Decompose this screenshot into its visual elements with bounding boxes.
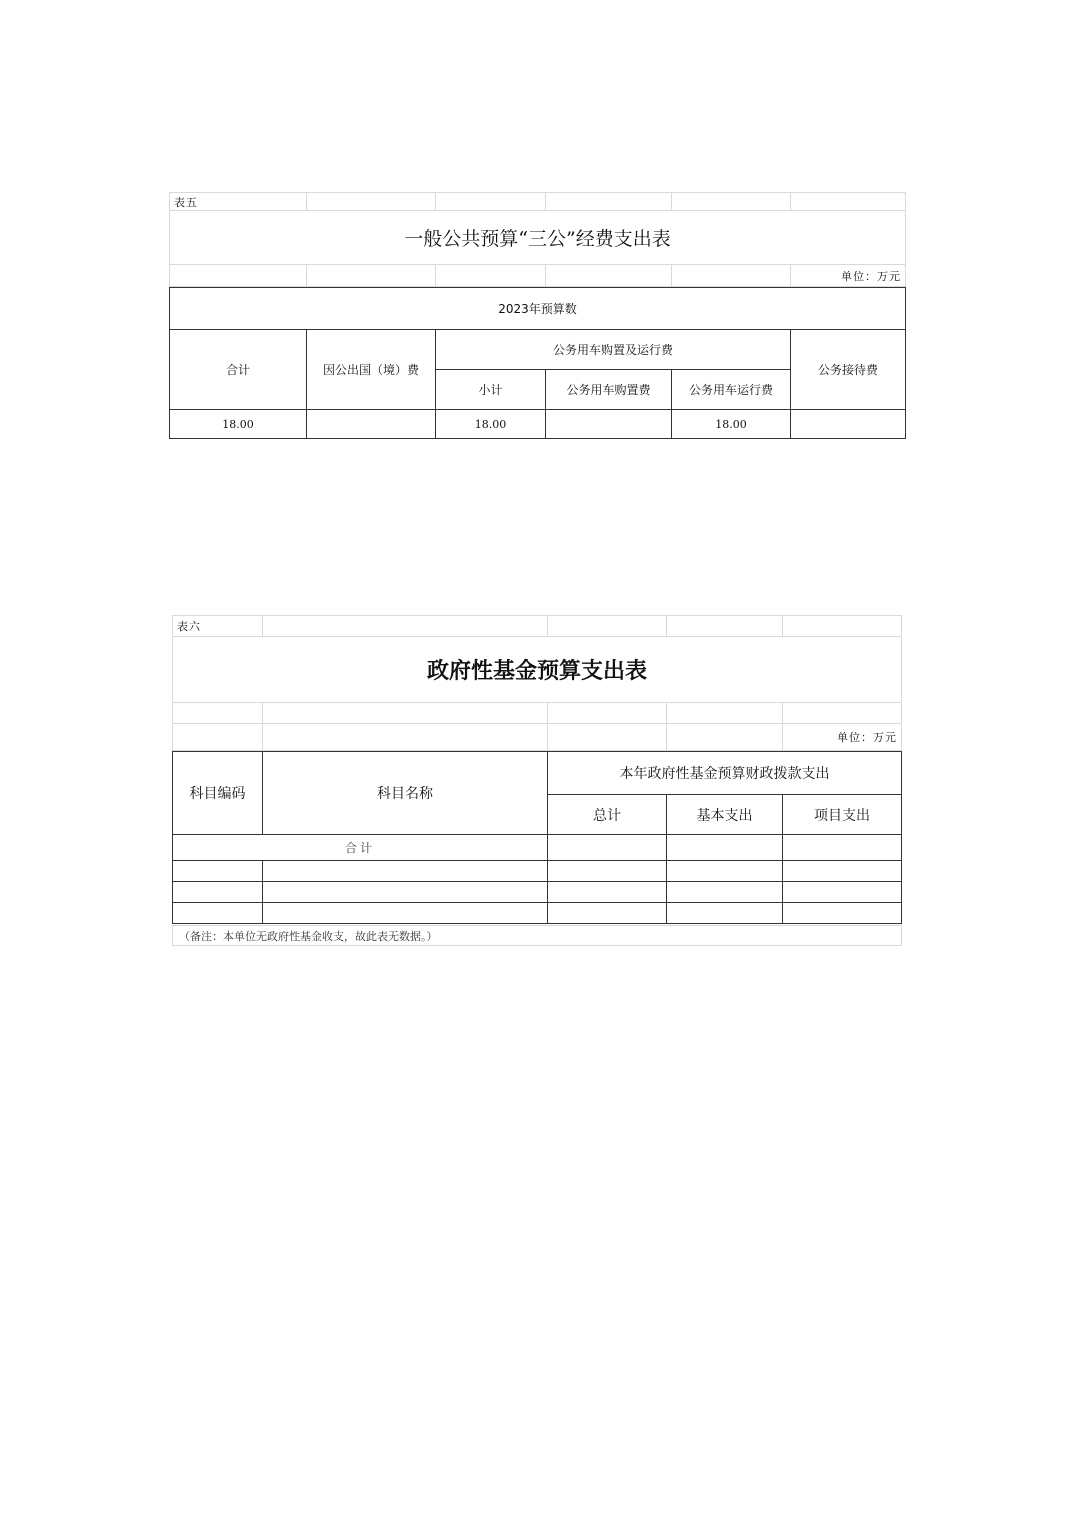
table6-tag: 表六 (173, 616, 263, 637)
table5-col-abroad: 因公出国（境）费 (307, 330, 436, 410)
table6-col-project: 项目支出 (783, 795, 902, 835)
table5-val-total: 18.00 (170, 410, 307, 439)
table5-col-reception: 公务接待费 (791, 330, 906, 410)
table5-col-vehicle-purchase: 公务用车购置费 (546, 370, 672, 410)
table6-title: 政府性基金预算支出表 (173, 637, 902, 703)
table6-total-row (173, 835, 902, 861)
table6-unit: 单位：万元 (783, 724, 902, 751)
table6-note: （备注：本单位无政府性基金收支，故此表无数据。） (173, 926, 902, 946)
table5-tag: 表五 (170, 193, 307, 211)
table-row (170, 410, 906, 439)
table6-header-grid (172, 615, 902, 751)
table6-note-grid (172, 925, 902, 946)
table5-col-subtotal: 小计 (436, 370, 546, 410)
table5-col-vehicle-group: 公务用车购置及运行费 (436, 330, 791, 370)
table6-total-label: 合计 (173, 835, 548, 861)
table5-val-subtotal: 18.00 (436, 410, 546, 439)
table6-data (172, 751, 902, 924)
table5-val-run: 18.00 (672, 410, 791, 439)
table5-budget-header: 2023年预算数 (170, 288, 906, 330)
table-row (173, 903, 902, 924)
table6-col-basic: 基本支出 (667, 795, 783, 835)
table6-col-group: 本年政府性基金预算财政拨款支出 (548, 752, 902, 795)
table6-col-sum: 总计 (548, 795, 667, 835)
table-row (173, 861, 902, 882)
table5-header-grid (169, 192, 906, 287)
table5-col-vehicle-run: 公务用车运行费 (672, 370, 791, 410)
table6-col-code: 科目编码 (173, 752, 263, 835)
table5-col-total: 合计 (170, 330, 307, 410)
table6-col-name: 科目名称 (263, 752, 548, 835)
table5-title: 一般公共预算“三公”经费支出表 (170, 211, 906, 265)
table5-val-reception (791, 410, 906, 439)
table5-data (169, 287, 906, 439)
table5-val-abroad (307, 410, 436, 439)
table-row (173, 882, 902, 903)
table5-unit: 单位：万元 (791, 265, 906, 287)
table5-val-purchase (546, 410, 672, 439)
